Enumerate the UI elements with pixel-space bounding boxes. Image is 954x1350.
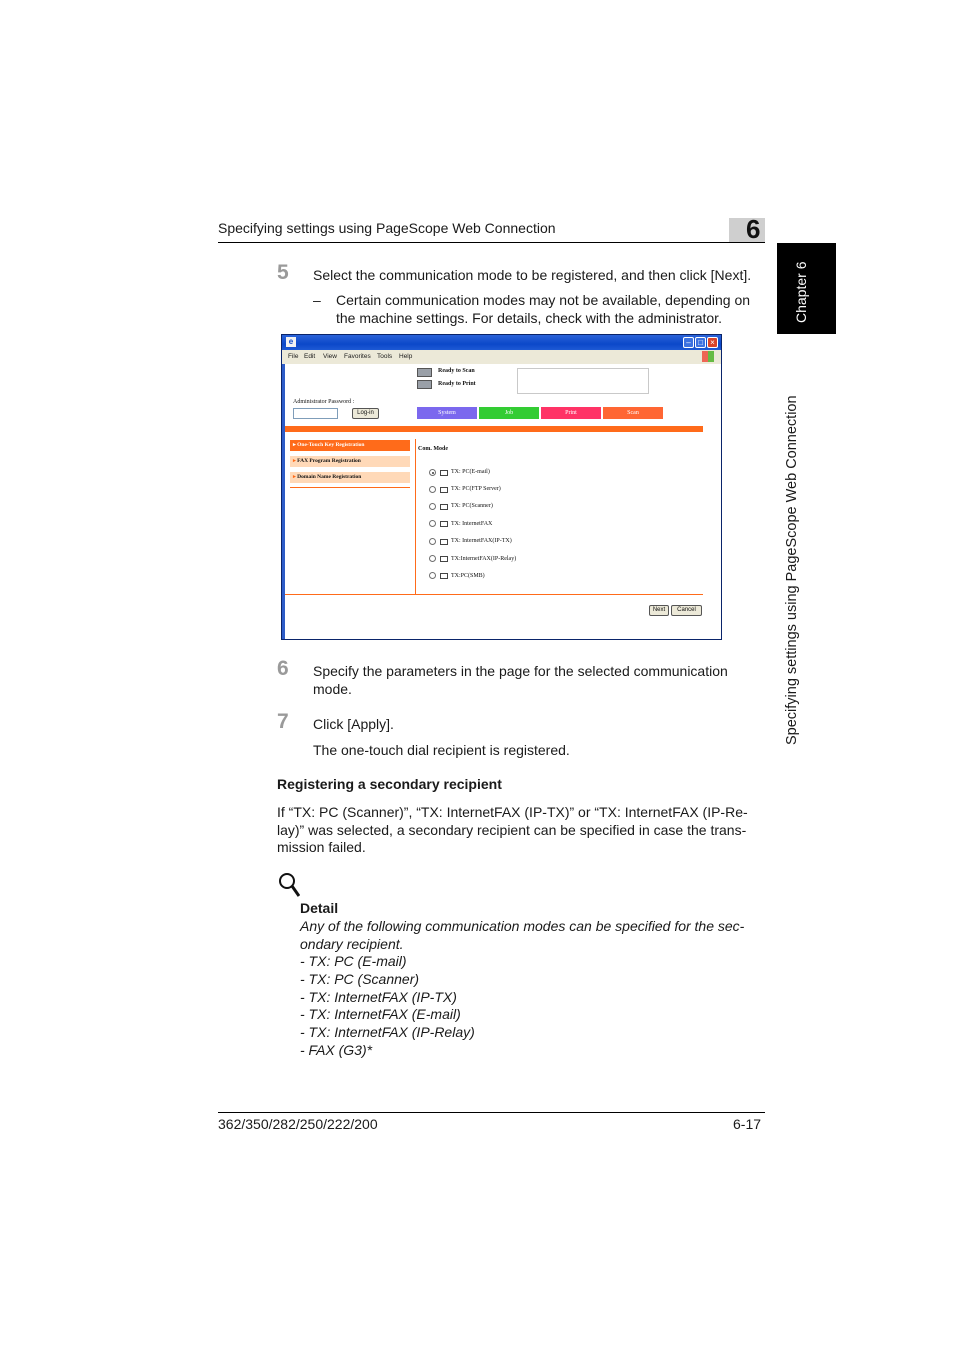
windows-logo-icon (702, 351, 714, 362)
radio-internetfax-iptx[interactable] (429, 538, 436, 545)
detail-item: - TX: InternetFAX (E-mail) (300, 1006, 461, 1022)
detail-item: - FAX (G3)* (300, 1042, 373, 1058)
header-rule (218, 242, 765, 243)
radio-pc-email[interactable] (429, 469, 436, 476)
option-label: TX:PC(SMB) (451, 573, 485, 579)
magnifier-icon (278, 872, 300, 898)
admin-password-input[interactable] (293, 408, 338, 419)
step-note: Certain communication modes may not be available, depending on the machine settings. For details, check with the administrator. (336, 292, 751, 326)
vertical-divider (415, 439, 416, 594)
orange-divider-bar (285, 426, 703, 432)
note-dash: – (313, 292, 321, 308)
step-result: The one-touch dial recipient is registered. (313, 742, 570, 758)
detail-heading: Detail (300, 900, 339, 916)
ftp-icon (440, 487, 448, 493)
window-titlebar (282, 335, 721, 350)
radio-pc-ftp[interactable] (429, 486, 436, 493)
footer-models: 362/350/282/250/222/200 (218, 1116, 378, 1132)
tab-print[interactable] (541, 407, 601, 419)
radio-pc-smb[interactable] (429, 572, 436, 579)
option-label: TX:InternetFAX(IP-Relay) (451, 556, 517, 562)
chapter-number: 6 (746, 214, 761, 244)
option-label: TX: InternetFAX(IP-TX) (451, 538, 512, 544)
detail-item: - TX: InternetFAX (IP-TX) (300, 989, 457, 1005)
footer-rule (218, 1112, 765, 1113)
status-message-box (517, 368, 649, 394)
radio-internetfax-iprelay[interactable] (429, 555, 436, 562)
cancel-button[interactable]: Cancel (671, 605, 702, 616)
detail-item: - TX: PC (E-mail) (300, 953, 407, 969)
section-paragraph-line: If “TX: PC (Scanner)”, “TX: InternetFAX (IP-TX)” or “TX: InternetFAX (IP-Re- (277, 804, 748, 820)
option-label: TX: PC(E-mail) (451, 469, 490, 475)
smb-icon (440, 573, 448, 579)
step-number: 7 (277, 710, 289, 733)
printer-icon (417, 380, 432, 389)
chapter-side-tab-label-wrap (777, 243, 836, 334)
detail-item: - TX: PC (Scanner) (300, 971, 420, 987)
com-mode-title: Com. Mode (418, 446, 448, 452)
section-heading: Registering a secondary recipient (277, 776, 502, 792)
menu-edit[interactable]: Edit (304, 353, 316, 360)
scanner-option-icon (440, 504, 448, 510)
left-menu-one-touch[interactable]: ▸ One-Touch Key Registration (290, 440, 410, 451)
iprelay-icon (440, 556, 448, 562)
app-icon: e (286, 337, 296, 347)
step-number: 5 (277, 261, 289, 284)
iptx-icon (440, 539, 448, 545)
tab-system[interactable] (417, 407, 477, 419)
menu-help[interactable]: Help (399, 353, 413, 360)
menu-bar (282, 350, 721, 364)
left-menu-domain-name[interactable]: ▸ Domain Name Registration (290, 472, 410, 483)
bottom-divider (285, 594, 703, 595)
tab-job-label: Job (504, 410, 514, 416)
status-print: Ready to Print (438, 381, 476, 387)
detail-item: - TX: InternetFAX (IP-Relay) (300, 1024, 475, 1040)
running-header: Specifying settings using PageScope Web Connection (218, 220, 556, 236)
step-text: Select the communication mode to be registered, and then click [Next]. (313, 267, 752, 283)
tab-scan[interactable] (603, 407, 663, 419)
step-text: Click [Apply]. (313, 716, 394, 732)
browser-window-screenshot (281, 334, 722, 640)
menu-file[interactable]: File (288, 353, 299, 360)
tab-scan-label: Scan (627, 410, 639, 416)
tab-print-label: Print (565, 410, 577, 416)
status-scan: Ready to Scan (438, 368, 475, 374)
menu-view[interactable]: View (323, 353, 337, 360)
internetfax-icon (440, 521, 448, 527)
tab-system-label: System (438, 410, 456, 416)
step-number: 6 (277, 657, 289, 680)
minimize-icon[interactable]: – (683, 337, 694, 348)
step-text: Specify the parameters in the page for the selected communication mode. (313, 663, 728, 697)
option-label: TX: PC(Scanner) (451, 503, 493, 509)
login-button[interactable]: Log-in (352, 408, 379, 419)
maximize-icon[interactable]: □ (695, 337, 706, 348)
left-menu-fax-program[interactable]: ▸ FAX Program Registration (290, 456, 410, 467)
admin-password-label: Administrator Password : (293, 399, 355, 405)
detail-intro-line: Any of the following communication modes can be specified for the sec- (300, 918, 745, 934)
option-label: TX: InternetFAX (451, 521, 493, 527)
section-paragraph-line: mission failed. (277, 839, 366, 855)
chapter-side-tab-label: Chapter 6 (793, 261, 809, 323)
menu-tools[interactable]: Tools (377, 353, 393, 360)
page-number: 6-17 (733, 1116, 762, 1132)
radio-internetfax[interactable] (429, 520, 436, 527)
tab-job[interactable] (479, 407, 539, 419)
detail-intro-line: ondary recipient. (300, 936, 404, 952)
section-paragraph-line: lay)” was selected, a secondary recipient can be specified in case the trans- (277, 822, 747, 838)
option-label: TX: PC(FTP Server) (451, 486, 501, 492)
scanner-icon (417, 368, 432, 377)
close-icon[interactable]: × (707, 337, 718, 348)
left-menu-divider (290, 487, 410, 488)
menu-favorites[interactable]: Favorites (344, 353, 371, 360)
next-button[interactable]: Next (649, 605, 669, 616)
email-icon (440, 470, 448, 476)
web-page (282, 364, 721, 639)
radio-pc-scanner[interactable] (429, 503, 436, 510)
section-side-label: Specifying settings using PageScope Web Connection (784, 395, 800, 745)
